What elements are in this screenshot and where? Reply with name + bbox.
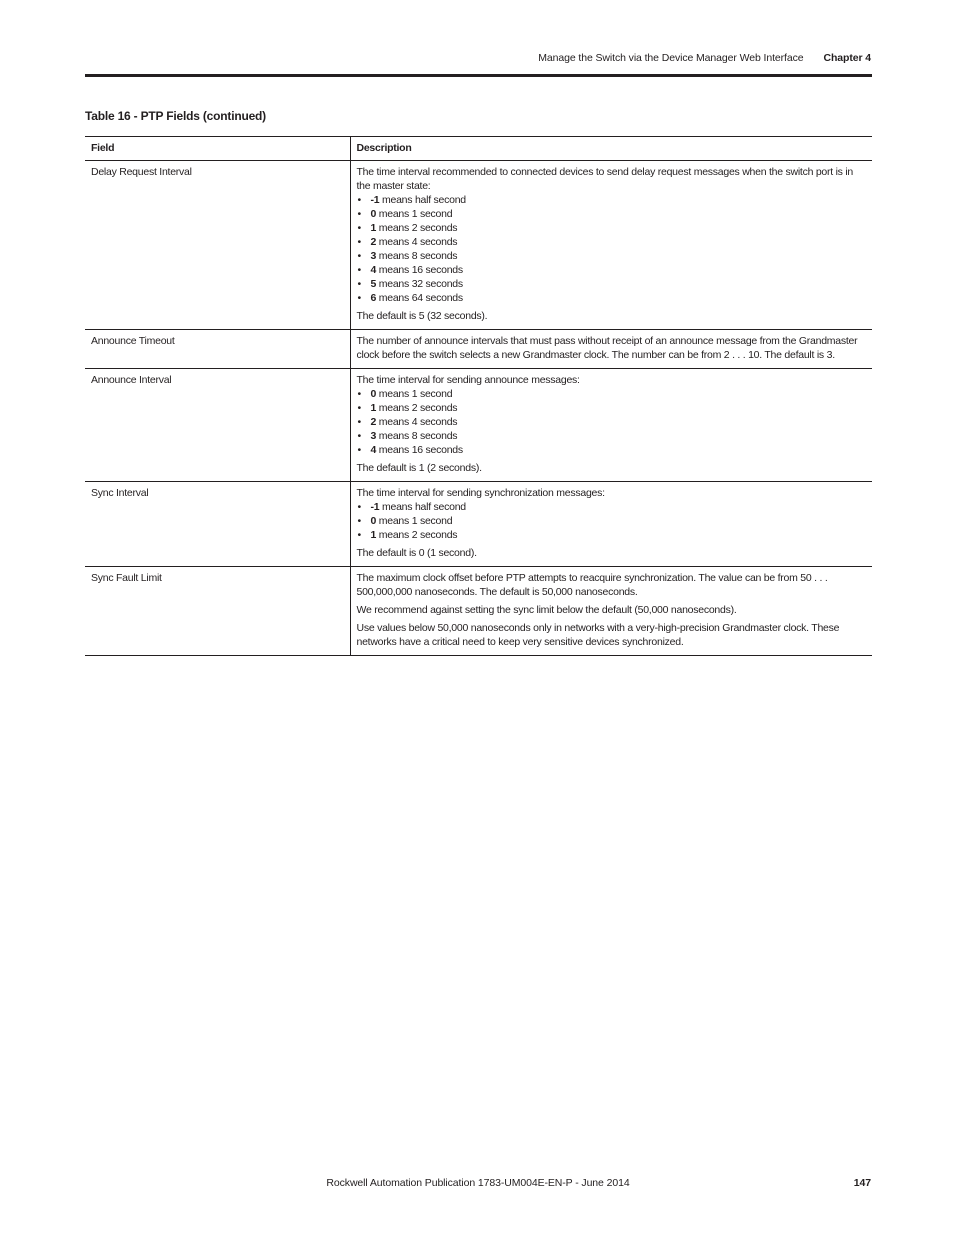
option-meaning: means 2 seconds	[376, 402, 458, 414]
list-item	[357, 221, 867, 235]
field-name: Announce Timeout	[85, 330, 350, 369]
description-note: Use values below 50,000 nanoseconds only in networks with a very-high-precision Grandmaster clock. These networks have a critical need to keep very sensitive devices synchronized.	[356, 622, 840, 648]
table-row	[85, 330, 872, 369]
option-list	[357, 387, 867, 457]
option-meaning: means 8 seconds	[376, 250, 458, 262]
description-note: We recommend against setting the sync limit below the default (50,000 nanoseconds).	[356, 604, 737, 616]
field-description	[350, 482, 872, 567]
column-header-field: Field	[85, 137, 350, 161]
table-row	[85, 161, 872, 330]
option-list	[357, 193, 867, 305]
table-row	[85, 482, 872, 567]
option-value: 1	[370, 529, 377, 541]
option-value: 2	[370, 416, 377, 428]
option-meaning: means 16 seconds	[376, 444, 463, 456]
option-meaning: means 64 seconds	[376, 292, 463, 304]
field-description	[350, 330, 872, 369]
option-value: -1	[370, 194, 380, 206]
list-item	[357, 235, 867, 249]
field-name: Sync Fault Limit	[85, 567, 350, 656]
list-item	[357, 263, 867, 277]
list-item	[357, 528, 867, 542]
field-description	[350, 369, 872, 482]
option-value: -1	[370, 501, 380, 513]
list-item	[357, 514, 867, 528]
header-rule	[85, 74, 872, 77]
description-note: The default is 5 (32 seconds).	[356, 310, 488, 322]
description-text: The time interval for sending synchronization messages:	[356, 487, 605, 499]
option-meaning: means 1 second	[376, 515, 453, 527]
section-title: Manage the Switch via the Device Manager Web Interface	[538, 52, 804, 64]
option-value: 1	[370, 222, 377, 234]
table-header-row	[85, 137, 872, 161]
option-value: 1	[370, 402, 377, 414]
field-description	[350, 567, 872, 656]
list-item	[357, 291, 867, 305]
description-text: The maximum clock offset before PTP attempts to reacquire synchronization. The value can be from 50 . . . 500,000,000 nanoseconds. The default is 50,000 nanoseconds.	[356, 572, 828, 598]
table-row	[85, 369, 872, 482]
list-item	[357, 207, 867, 221]
page-number: 147	[853, 1177, 871, 1189]
option-meaning: means 1 second	[376, 208, 453, 220]
option-meaning: means 2 seconds	[376, 529, 458, 541]
option-value: 2	[370, 236, 377, 248]
option-meaning: means 8 seconds	[376, 430, 458, 442]
list-item	[357, 443, 867, 457]
description-note: The default is 1 (2 seconds).	[356, 462, 482, 474]
table-row	[85, 567, 872, 656]
field-description	[350, 161, 872, 330]
option-value: 0	[370, 208, 377, 220]
column-header-description: Description	[350, 137, 872, 161]
description-text: The time interval recommended to connected devices to send delay request messages when the switch port is in the master state:	[356, 166, 854, 192]
list-item	[357, 249, 867, 263]
option-list	[357, 500, 867, 542]
publication-info: Rockwell Automation Publication 1783-UM004E-EN-P - June 2014	[326, 1177, 630, 1189]
option-value: 0	[370, 388, 377, 400]
ptp-fields-table	[85, 136, 872, 656]
option-meaning: means 16 seconds	[376, 264, 463, 276]
field-name: Delay Request Interval	[85, 161, 350, 330]
description-text: The number of announce intervals that must pass without receipt of an announce message from the Grandmaster clock before the switch selects a new Grandmaster clock. The number can be from 2 . . . 10. The default is 3.	[356, 335, 858, 361]
list-item	[357, 277, 867, 291]
option-value: 6	[370, 292, 377, 304]
list-item	[357, 429, 867, 443]
option-value: 3	[370, 250, 377, 262]
option-value: 5	[370, 278, 377, 290]
option-meaning: means 32 seconds	[376, 278, 463, 290]
field-name: Announce Interval	[85, 369, 350, 482]
option-value: 0	[370, 515, 377, 527]
option-value: 3	[370, 430, 377, 442]
option-meaning: means half second	[379, 194, 466, 206]
option-value: 4	[370, 264, 377, 276]
running-header	[85, 52, 871, 64]
list-item	[357, 500, 867, 514]
description-note: The default is 0 (1 second).	[356, 547, 477, 559]
list-item	[357, 193, 867, 207]
list-item	[357, 387, 867, 401]
option-value: 4	[370, 444, 377, 456]
option-meaning: means 4 seconds	[376, 236, 458, 248]
chapter-label: Chapter 4	[823, 52, 871, 64]
list-item	[357, 415, 867, 429]
option-meaning: means 1 second	[376, 388, 453, 400]
option-meaning: means half second	[379, 501, 466, 513]
field-name: Sync Interval	[85, 482, 350, 567]
option-meaning: means 4 seconds	[376, 416, 458, 428]
list-item	[357, 401, 867, 415]
description-text: The time interval for sending announce messages:	[356, 374, 580, 386]
option-meaning: means 2 seconds	[376, 222, 458, 234]
table-title: Table 16 - PTP Fields (continued)	[85, 109, 266, 123]
